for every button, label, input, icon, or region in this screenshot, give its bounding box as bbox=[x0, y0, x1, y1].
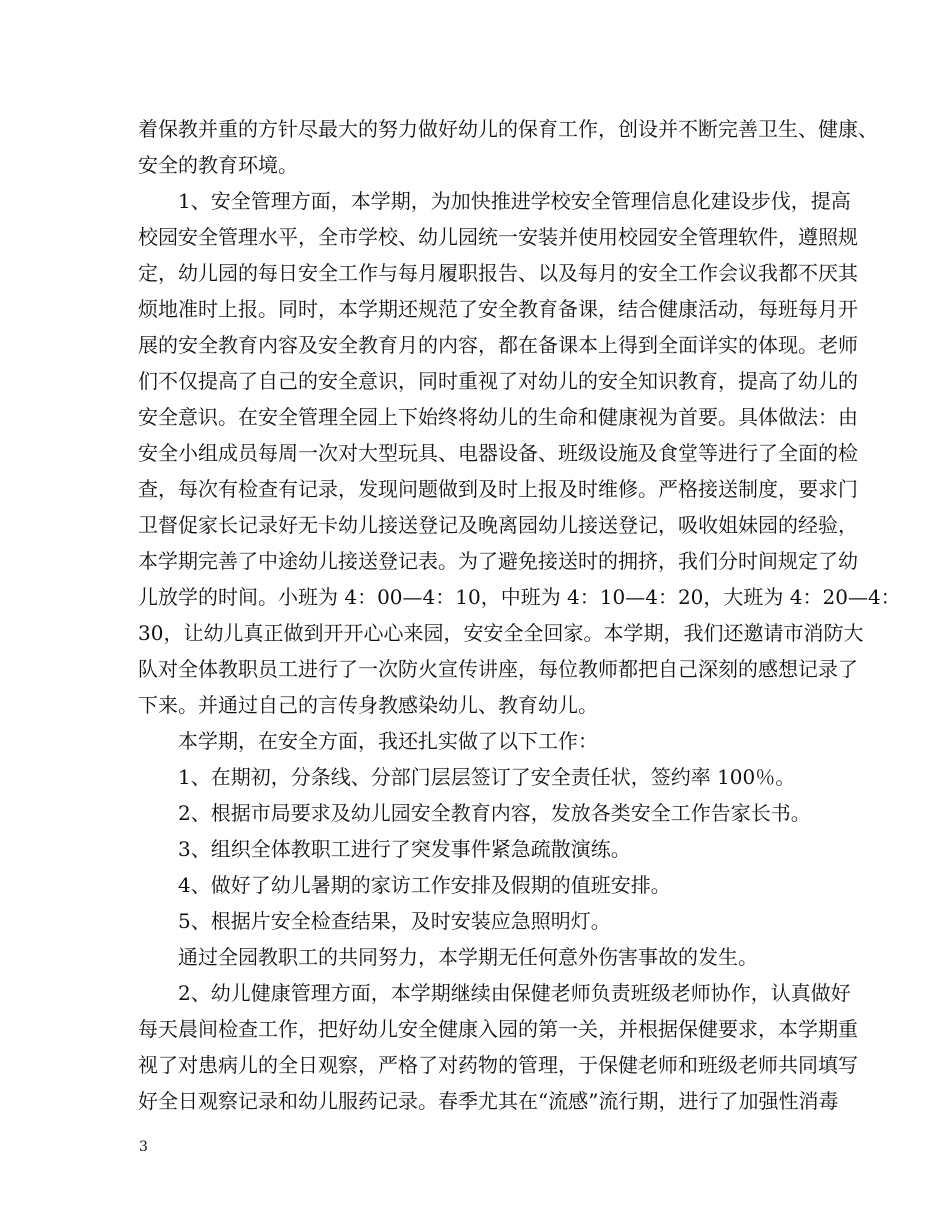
text-line: 着保教并重的方针尽最大的努力做好幼儿的保育工作，创设并不断完善卫生、健康、 bbox=[138, 117, 878, 141]
text-line: 校园安全管理水平，全市学校、幼儿园统一安装并使用校园安全管理软件，遵照规 bbox=[138, 225, 858, 249]
text-line: 每天晨间检查工作，把好幼儿安全健康入园的第一关，并根据保健要求，本学期重 bbox=[138, 1017, 858, 1041]
text-line: 2、幼儿健康管理方面，本学期继续由保健老师负责班级老师协作，认真做好 bbox=[178, 981, 851, 1005]
text-line: 展的安全教育内容及安全教育月的内容，都在备课本上得到全面详实的体现。老师 bbox=[138, 333, 858, 357]
text-line: 安全小组成员每周一次对大型玩具、电器设备、班级设施及食堂等进行了全面的检 bbox=[138, 441, 858, 465]
text-line: 5、根据片安全检查结果，及时安装应急照明灯。 bbox=[178, 909, 611, 933]
text-line: 安全意识。在安全管理全园上下始终将幼儿的生命和健康视为首要。具体做法：由 bbox=[138, 405, 858, 429]
text-line: 本学期，在安全方面，我还扎实做了以下工作： bbox=[178, 729, 598, 753]
text-line: 下来。并通过自己的言传身教感染幼儿、教育幼儿。 bbox=[138, 693, 598, 717]
text-line: 好全日观察记录和幼儿服药记录。春季尤其在“流感”流行期，进行了加强性消毒 bbox=[138, 1089, 839, 1113]
text-line: 们不仅提高了自己的安全意识，同时重视了对幼儿的安全知识教育，提高了幼儿的 bbox=[138, 369, 858, 393]
text-line: 本学期完善了中途幼儿接送登记表。为了避免接送时的拥挤，我们分时间规定了幼 bbox=[138, 549, 858, 573]
text-line: 2、根据市局要求及幼儿园安全教育内容，发放各类安全工作告家长书。 bbox=[178, 801, 811, 825]
text-line: 队对全体教职员工进行了一次防火宣传讲座，每位教师都把自己深刻的感想记录了 bbox=[138, 657, 858, 681]
page-number: 3 bbox=[139, 1139, 148, 1155]
text-line: 卫督促家长记录好无卡幼儿接送登记及晚离园幼儿接送登记，吸收姐妹园的经验， bbox=[138, 513, 858, 537]
text-line: 4、做好了幼儿暑期的家访工作安排及假期的值班安排。 bbox=[178, 873, 671, 897]
text-line: 视了对患病儿的全日观察，严格了对药物的管理，于保健老师和班级老师共同填写 bbox=[138, 1053, 858, 1077]
text-line: 查，每次有检查有记录，发现问题做到及时上报及时维修。严格接送制度，要求门 bbox=[138, 477, 858, 501]
text-line: 通过全园教职工的共同努力，本学期无任何意外伤害事故的发生。 bbox=[178, 945, 758, 969]
text-line: 儿放学的时间。小班为 4：00—4：10，中班为 4：10—4：20，大班为 4：20—4： bbox=[138, 585, 901, 609]
text-line: 安全的教育环境。 bbox=[138, 153, 298, 177]
text-line: 定，幼儿园的每日安全工作与每月履职报告、以及每月的安全工作会议我都不厌其 bbox=[138, 261, 858, 285]
text-line: 烦地准时上报。同时，本学期还规范了安全教育备课，结合健康活动，每班每月开 bbox=[138, 297, 858, 321]
text-line: 1、安全管理方面，本学期，为加快推进学校安全管理信息化建设步伐，提高 bbox=[178, 189, 851, 213]
text-line: 1、在期初，分条线、分部门层层签订了安全责任状，签约率 100％。 bbox=[178, 765, 796, 789]
text-line: 30，让幼儿真正做到开开心心来园，安安全全回家。本学期，我们还邀请市消防大 bbox=[138, 621, 864, 645]
text-line: 3、组织全体教职工进行了突发事件紧急疏散演练。 bbox=[178, 837, 631, 861]
